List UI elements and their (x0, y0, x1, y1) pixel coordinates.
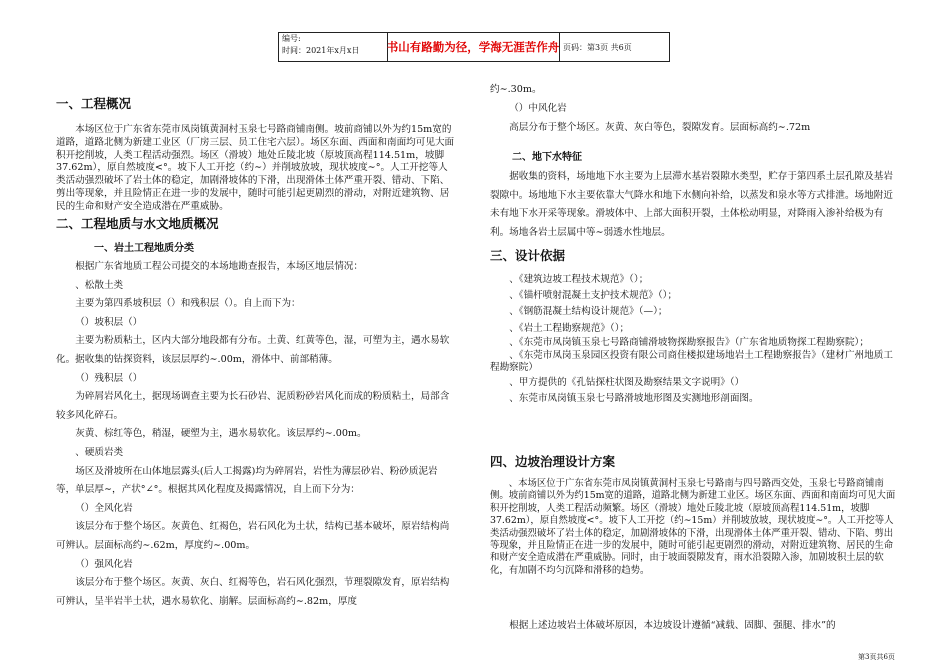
hard-desc: 场区及滑坡所在山体地层露头(后人工揭露)均为碎屑岩，岩性为薄层砂岩、粉砂质泥岩等，单层厚∼，产状°∠°。根据其风化程度及揭露情况，自上而下分为： (56, 465, 438, 496)
loose-main: 主要为第四系坡积层（）和残积层（）。自上而下为： (75, 298, 301, 310)
mid-weather: （）中风化岩 (509, 103, 567, 114)
left-body (56, 258, 456, 611)
res-desc: 为碎屑岩风化土，据现场调查主要为长石砂岩、泥质粉砂岩风化而成的粉质粘土，局部含较多风化碎石。 (56, 391, 450, 421)
section-basis-title: 三、设计依据 (490, 248, 566, 263)
overview-paragraph: 本场区位于广东省东莞市凤岗镇黄洞村玉泉七号路商铺南侧。坡前商铺以外为约15m宽的道路，道路北侧为新建工业区（厂房三层、员工住宅六层）。场区东面、西面和南面均可见大面积开挖削坡，人类工程活动强烈。场区（滑坡）地处丘陵北坡（原坡顶高程114.51m，坡脚37.62m），原自然坡度<°。坡下人工开挖（约∼）并削坡放坡，现状坡度∼°。人工开挖等人类活动强烈破坏了岩土体的稳定，加剧滑坡体的下滑，出现滑体土体严重开裂、错动、下陷、剪出等现象，并且险情正在进一步的发展中，随时可能引起更剧烈的滑动，对附近建筑物、居民的生命和财产安全造成潜在严重威胁。 (56, 124, 455, 212)
ref-item: 、《锚杆喷射混凝土支护技术规范》（）； (509, 290, 678, 302)
res-layer: （）残积层（） (75, 372, 143, 384)
slope-desc: 主要为粉质粘土，区内大部分地段都有分布。土黄、红黄等色，湿，可塑为主，遇水易软化。据收集的钻探资料，该层层厚约∼.00m，滑体中、前部稍薄。 (56, 335, 450, 365)
strong-weather: （）强风化岩 (75, 558, 133, 570)
cont-line: 约∼.30m。 (490, 84, 542, 95)
full-weather: （）全风化岩 (75, 502, 133, 514)
subsection-rock-title: 一、岩土工程地质分类 (94, 243, 194, 254)
ref-item: 、《东莞市凤岗玉泉园区投资有限公司商住楼拟建场地岩土工程勘察报告》（建材广州地质工程勘察院） (490, 349, 893, 374)
ref-item: 、甲方提供的《孔钻探柱状图及勘察结果文字说明》（） (509, 377, 745, 389)
code-label: 编号: (282, 34, 301, 43)
section-design-title: 四、边坡治理设计方案 (490, 454, 616, 469)
motto: 书山有路勤为径，学海无涯苦作舟 (386, 40, 560, 54)
section-geology-title: 二、工程地质与水文地质概况 (56, 216, 219, 231)
section-overview-title: 一、工程概况 (56, 96, 132, 111)
loose-soil: 、松散土类 (75, 279, 124, 291)
slope-layer: （）坡积层（） (75, 316, 143, 328)
ref-item: 、东莞市凤岗镇玉泉七号路滑坡地形图及实测地形剖面图。 (509, 393, 759, 405)
time-label: 时间：2021年x月x日 (282, 46, 360, 55)
ref-item: 、《东莞市凤岗镇玉泉七号路商铺滑坡物探勘察报告》（广东省地质物探工程勘察院）； (509, 336, 869, 348)
page-label: 页码：第3页 共6页 (563, 42, 632, 52)
right-top (490, 80, 896, 137)
ref-item: 、《建筑边坡工程技术规范》（）； (509, 274, 649, 285)
header-page-cell (559, 33, 673, 61)
header-meta (279, 33, 388, 61)
mid-desc: 高层分布于整个场区。灰黄、灰白等色，裂隙发育。层面标高约∼.72m (509, 122, 811, 133)
design-last-line: 根据上述边坡岩土体破坏原因，本边坡设计遵循“减载、固脚、强腿、排水”的 (509, 620, 836, 631)
page-footer: 第3页共6页 (858, 653, 895, 661)
survey-line: 根据广东省地质工程公司提交的本场地勘查报告，本场区地层情况： (75, 261, 363, 272)
reference-list (490, 272, 896, 408)
ref-item: 、《岩土工程勘察规范》（）； (509, 322, 630, 334)
water-paragraph: 据收集的资料，场地地下水主要为上层滞水基岩裂隙水类型，贮存于第四系土层孔隙及基岩裂隙中。场地地下水主要依靠大气降水和地下水侧向补给，以蒸发和泉水等方式排泄。场地附近未有地下水开采等现象。滑坡体中、上部大面积开裂，土体松动明显，对降雨入渗补给极为有利。场地各岩土层属中等∼弱透水性地层。 (490, 171, 893, 238)
full-desc: 该层分布于整个场区。灰黄色、红褐色，岩石风化为土状，结构已基本破坏，原岩结构尚可辨认。层面标高约∼.62m，厚度约∼.00m。 (56, 521, 450, 551)
strong-desc: 该层分布于整个场区。灰黄、灰白、红褐等色，岩石风化强烈，节理裂隙发育，原岩结构可辨认，呈半岩半土状，遇水易软化、崩解。层面标高约∼.82m，厚度 (56, 577, 450, 607)
design-paragraph: 、本场区位于广东省东莞市凤岗镇黄洞村玉泉七号路南与四号路西交处，玉泉七号路商铺南侧。坡前商铺以外为约15m宽的道路，道路北侧为新建工业区。场区东面、西面和南面均可见大面积开挖削坡，人类工程活动频繁。场区（滑坡）地处丘陵北坡（原坡顶高程114.51m，坡脚37.62m），原自然坡度<°。坡下人工开挖（约∼15m）并削坡放坡，现状坡度∼°。人工开挖等人类活动强烈破坏了岩土体的稳定，加剧滑坡体的下滑，出现滑体土体严重开裂、错动、下陷、剪出等现象，并且险情正在进一步的发展中，随时可能引起更剧烈的滑动，对附近建筑物、居民的生命和财产安全造成潜在严重威胁。同时，由于坡面裂隙发育，雨水沿裂隙入渗，加剧坡积土层的软化，有加剧不均匀沉降和滑移的趋势。 (490, 478, 896, 576)
header-motto-cell (387, 33, 560, 61)
page-header (278, 32, 670, 62)
hard-rock: 、硬质岩类 (75, 446, 124, 458)
section-water-title: 二、地下水特征 (512, 152, 582, 163)
res-color: 灰黄、棕红等色，稍湿，硬塑为主，遇水易软化。该层厚约∼.00m。 (75, 428, 367, 440)
ref-item: 、《钢筋混凝土结构设计规范》（—）； (509, 306, 668, 318)
